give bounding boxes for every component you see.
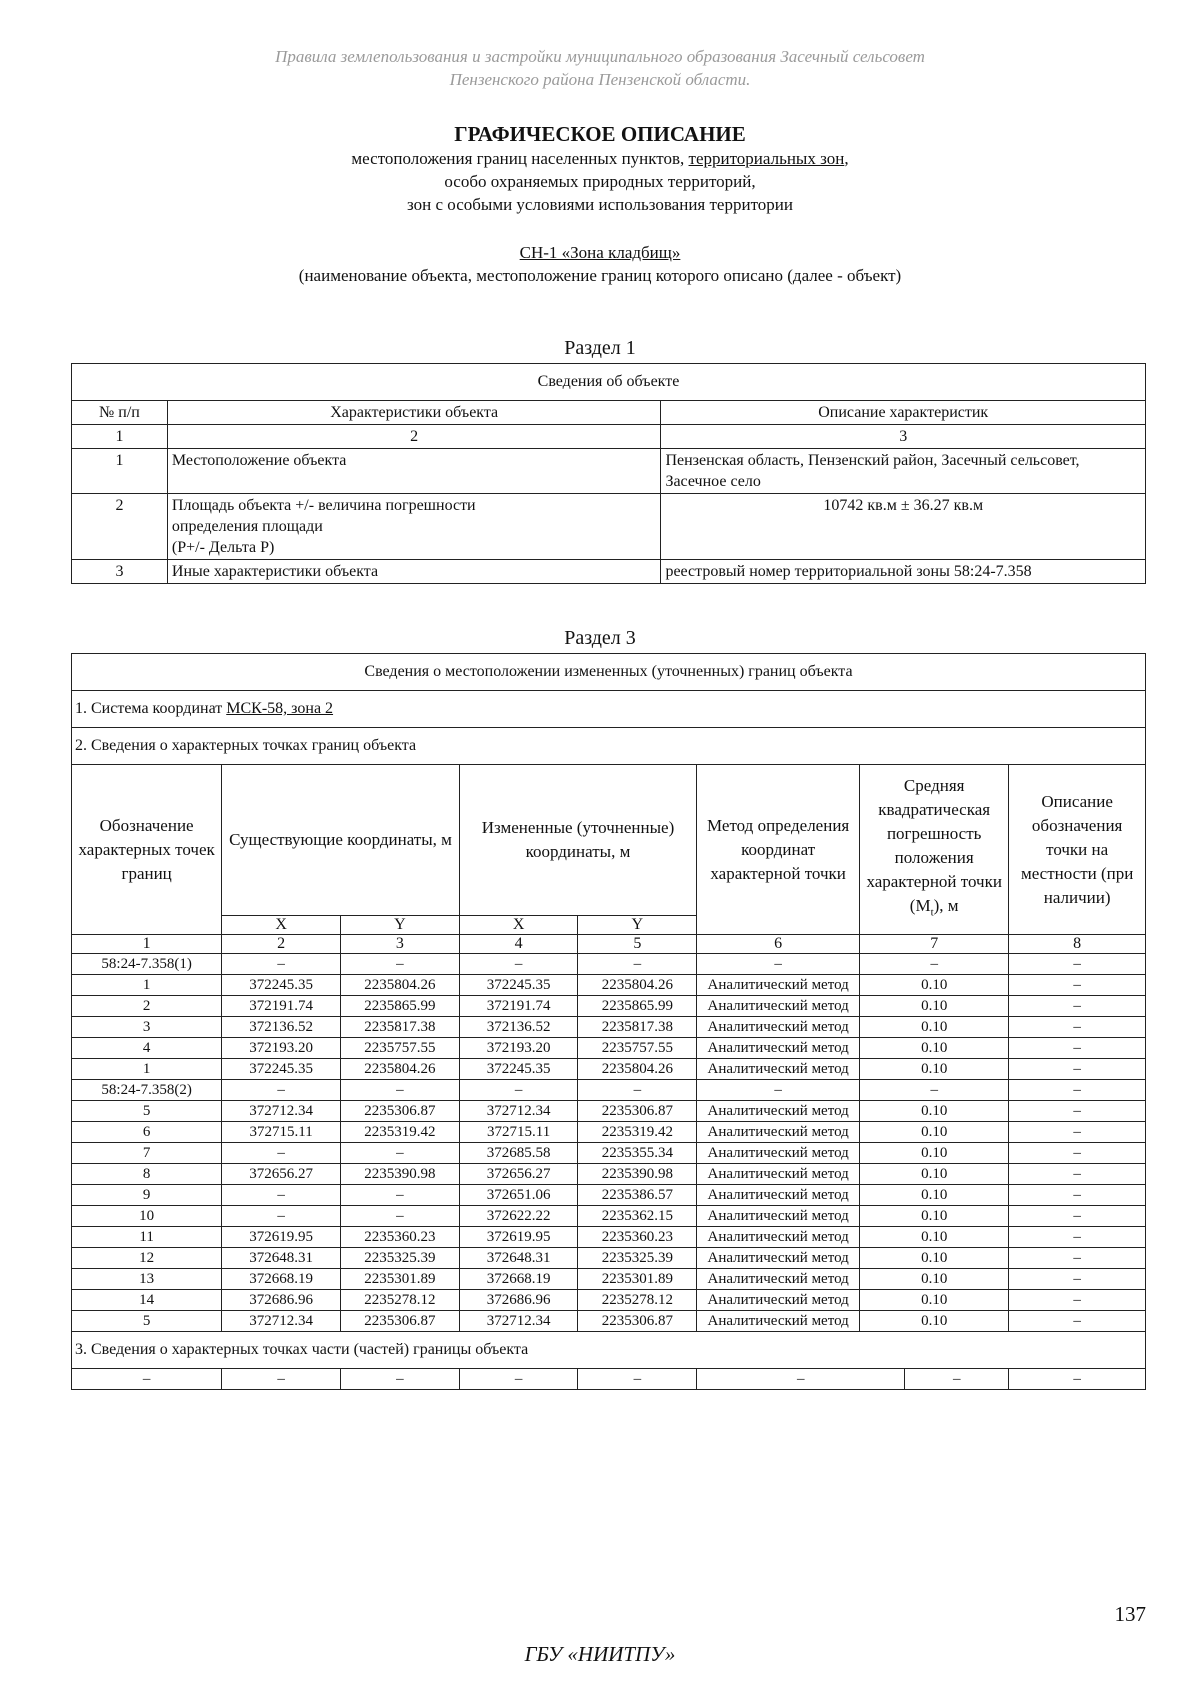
method: Аналитический метод <box>697 975 860 996</box>
table-row <box>72 1017 1146 1038</box>
error: – <box>860 954 1009 975</box>
section3-table-title: Сведения о местоположении измененных (уточненных) границ объекта <box>72 654 1146 691</box>
existing-y: 2235319.42 <box>341 1122 460 1143</box>
subtitle-line1: местоположения границ населенных пунктов, территориальных зон, <box>351 149 849 168</box>
point-id: 2 <box>72 996 222 1017</box>
changed-y: 2235360.23 <box>578 1227 697 1248</box>
method: Аналитический метод <box>697 1185 860 1206</box>
header-error: Средняя квадратическая погрешность положения характерной точки $(M_t)$, м <box>860 765 1009 935</box>
existing-y: 2235757.55 <box>341 1038 460 1059</box>
error: 0.10 <box>860 1290 1009 1311</box>
row-number: 1 <box>72 449 168 494</box>
description: – <box>1009 1185 1146 1206</box>
point-id: 3 <box>72 1017 222 1038</box>
existing-x: 372656.27 <box>222 1164 341 1185</box>
description: – <box>1009 1227 1146 1248</box>
header-existing: Существующие координаты, м <box>222 765 459 916</box>
changed-y: 2235355.34 <box>578 1143 697 1164</box>
changed-y: 2235804.26 <box>578 1059 697 1080</box>
changed-y: – <box>578 954 697 975</box>
table-row <box>72 494 1146 560</box>
existing-x: 372245.35 <box>222 1059 341 1080</box>
page-number: 137 <box>1114 1602 1146 1626</box>
changed-x: 372686.96 <box>459 1290 578 1311</box>
table-row <box>72 560 1146 584</box>
point-id: 58:24-7.358(2) <box>72 1080 222 1101</box>
changed-x: 372193.20 <box>459 1038 578 1059</box>
object-name: СН-1 «Зона кладбищ» <box>519 243 681 262</box>
existing-y: 2235804.26 <box>341 975 460 996</box>
changed-x: 372136.52 <box>459 1017 578 1038</box>
error: 0.10 <box>860 1248 1009 1269</box>
table-row <box>72 1206 1146 1227</box>
table-row <box>72 996 1146 1017</box>
col-number: 8 <box>1009 935 1146 954</box>
header-x: X <box>459 916 578 935</box>
description: – <box>1009 954 1146 975</box>
changed-y: 2235865.99 <box>578 996 697 1017</box>
description: – <box>1009 1311 1146 1332</box>
existing-y: 2235390.98 <box>341 1164 460 1185</box>
parts-cell: – <box>72 1369 222 1390</box>
parts-cell: – <box>697 1369 905 1390</box>
col-number: 1 <box>72 425 168 449</box>
section3-table <box>71 653 1146 1390</box>
point-id: 12 <box>72 1248 222 1269</box>
section1-table <box>71 363 1146 584</box>
changed-x: – <box>459 1080 578 1101</box>
changed-x: 372191.74 <box>459 996 578 1017</box>
section1-title: Раздел 1 <box>564 337 636 359</box>
changed-x: 372656.27 <box>459 1164 578 1185</box>
header-method: Метод определения координат характерной точки <box>697 765 860 935</box>
object-caption: (наименование объекта, местоположение границ которого описано (далее - объект) <box>298 266 902 285</box>
col-number: 1 <box>72 935 222 954</box>
table-row <box>72 975 1146 996</box>
changed-x: 372648.31 <box>459 1248 578 1269</box>
header-y: Y <box>341 916 460 935</box>
method: Аналитический метод <box>697 1101 860 1122</box>
header-description: Описание характеристик <box>661 401 1146 425</box>
existing-y: 2235325.39 <box>341 1248 460 1269</box>
error: 0.10 <box>860 975 1009 996</box>
description: – <box>1009 975 1146 996</box>
running-header-line2: Пензенского района Пензенской области. <box>449 70 751 89</box>
existing-x: – <box>222 1080 341 1101</box>
changed-y: 2235362.15 <box>578 1206 697 1227</box>
error: 0.10 <box>860 996 1009 1017</box>
point-id: 14 <box>72 1290 222 1311</box>
row-description: реестровый номер территориальной зоны 58:24-7.358 <box>661 560 1146 584</box>
description: – <box>1009 1059 1146 1080</box>
parts-cell: – <box>578 1369 697 1390</box>
description: – <box>1009 996 1146 1017</box>
error: 0.10 <box>860 1143 1009 1164</box>
method: Аналитический метод <box>697 1206 860 1227</box>
changed-x: 372715.11 <box>459 1122 578 1143</box>
existing-y: 2235306.87 <box>341 1101 460 1122</box>
row-characteristic: Иные характеристики объекта <box>167 560 661 584</box>
parts-cell: – <box>1009 1369 1146 1390</box>
changed-y: 2235306.87 <box>578 1101 697 1122</box>
existing-x: 372715.11 <box>222 1122 341 1143</box>
error: 0.10 <box>860 1122 1009 1143</box>
table-row <box>72 1269 1146 1290</box>
changed-y: 2235301.89 <box>578 1269 697 1290</box>
method: Аналитический метод <box>697 1269 860 1290</box>
changed-x: 372619.95 <box>459 1227 578 1248</box>
section3-title: Раздел 3 <box>564 627 636 649</box>
method: Аналитический метод <box>697 1059 860 1080</box>
header-description: Описание обозначения точки на местности (при наличии) <box>1009 765 1146 935</box>
table-row <box>72 1185 1146 1206</box>
description: – <box>1009 1122 1146 1143</box>
changed-x: – <box>459 954 578 975</box>
changed-x: 372622.22 <box>459 1206 578 1227</box>
existing-y: – <box>341 1185 460 1206</box>
col-number: 4 <box>459 935 578 954</box>
parts-title: 3. Сведения о характерных точках части (частей) границы объекта <box>72 1332 1146 1369</box>
point-id: 13 <box>72 1269 222 1290</box>
changed-y: – <box>578 1080 697 1101</box>
header-x: X <box>222 916 341 935</box>
point-id: 8 <box>72 1164 222 1185</box>
coord-system: 1. Система координат МСК-58, зона 2 <box>72 691 1146 728</box>
point-id: 11 <box>72 1227 222 1248</box>
running-header-line1: Правила землепользования и застройки муниципального образования Засечный сельсовет <box>275 47 925 66</box>
changed-y: 2235390.98 <box>578 1164 697 1185</box>
existing-x: 372648.31 <box>222 1248 341 1269</box>
point-id: 6 <box>72 1122 222 1143</box>
error: 0.10 <box>860 1059 1009 1080</box>
description: – <box>1009 1164 1146 1185</box>
description: – <box>1009 1101 1146 1122</box>
method: Аналитический метод <box>697 1248 860 1269</box>
header-designation: Обозначение характерных точек границ <box>72 765 222 935</box>
subtitle-line2: особо охраняемых природных территорий, <box>444 172 756 191</box>
existing-y: – <box>341 1206 460 1227</box>
table-row <box>72 1311 1146 1332</box>
method: Аналитический метод <box>697 1311 860 1332</box>
point-id: 1 <box>72 1059 222 1080</box>
description: – <box>1009 1269 1146 1290</box>
existing-x: 372245.35 <box>222 975 341 996</box>
existing-y: 2235306.87 <box>341 1311 460 1332</box>
error: – <box>860 1080 1009 1101</box>
existing-y: – <box>341 954 460 975</box>
method: Аналитический метод <box>697 1122 860 1143</box>
point-id: 5 <box>72 1311 222 1332</box>
changed-x: 372668.19 <box>459 1269 578 1290</box>
subtitle-line3: зон с особыми условиями использования территории <box>407 195 793 214</box>
changed-x: 372651.06 <box>459 1185 578 1206</box>
points-title: 2. Сведения о характерных точках границ объекта <box>72 728 1146 765</box>
changed-x: 372245.35 <box>459 975 578 996</box>
changed-x: 372712.34 <box>459 1311 578 1332</box>
table-row <box>72 1038 1146 1059</box>
changed-y: 2235325.39 <box>578 1248 697 1269</box>
col-number: 2 <box>167 425 661 449</box>
method: Аналитический метод <box>697 1164 860 1185</box>
table-row <box>72 1143 1146 1164</box>
point-id: 4 <box>72 1038 222 1059</box>
error: 0.10 <box>860 1269 1009 1290</box>
existing-y: – <box>341 1143 460 1164</box>
point-id: 5 <box>72 1101 222 1122</box>
row-characteristic: Площадь объекта +/- величина погрешности определения площади (P+/- Дельта P) <box>167 494 661 560</box>
changed-y: 2235817.38 <box>578 1017 697 1038</box>
parts-cell: – <box>222 1369 341 1390</box>
table-row <box>72 1080 1146 1101</box>
changed-y: 2235306.87 <box>578 1311 697 1332</box>
changed-y: 2235278.12 <box>578 1290 697 1311</box>
description: – <box>1009 1080 1146 1101</box>
existing-x: – <box>222 954 341 975</box>
row-characteristic: Местоположение объекта <box>167 449 661 494</box>
existing-x: – <box>222 1206 341 1227</box>
table-row <box>72 954 1146 975</box>
description: – <box>1009 1143 1146 1164</box>
method: Аналитический метод <box>697 996 860 1017</box>
error: 0.10 <box>860 1206 1009 1227</box>
description: – <box>1009 1038 1146 1059</box>
table-row <box>72 449 1146 494</box>
parts-cell: – <box>459 1369 578 1390</box>
changed-y: 2235386.57 <box>578 1185 697 1206</box>
existing-y: 2235865.99 <box>341 996 460 1017</box>
description: – <box>1009 1248 1146 1269</box>
header-characteristics: Характеристики объекта <box>167 401 661 425</box>
existing-y: – <box>341 1080 460 1101</box>
col-number: 3 <box>661 425 1146 449</box>
header-y: Y <box>578 916 697 935</box>
page-title: ГРАФИЧЕСКОЕ ОПИСАНИЕ <box>454 122 746 146</box>
method: Аналитический метод <box>697 1227 860 1248</box>
table-row <box>72 1290 1146 1311</box>
method: Аналитический метод <box>697 1143 860 1164</box>
point-id: 10 <box>72 1206 222 1227</box>
existing-x: 372619.95 <box>222 1227 341 1248</box>
col-number: 7 <box>860 935 1009 954</box>
changed-y: 2235757.55 <box>578 1038 697 1059</box>
existing-x: – <box>222 1143 341 1164</box>
changed-x: 372712.34 <box>459 1101 578 1122</box>
error: 0.10 <box>860 1185 1009 1206</box>
description: – <box>1009 1290 1146 1311</box>
description: – <box>1009 1017 1146 1038</box>
changed-y: 2235804.26 <box>578 975 697 996</box>
header-number: № п/п <box>72 401 168 425</box>
existing-y: 2235817.38 <box>341 1017 460 1038</box>
error: 0.10 <box>860 1101 1009 1122</box>
table-row <box>72 1059 1146 1080</box>
table-row <box>72 1164 1146 1185</box>
existing-y: 2235804.26 <box>341 1059 460 1080</box>
section1-table-title: Сведения об объекте <box>72 364 1146 401</box>
row-number: 2 <box>72 494 168 560</box>
existing-x: 372668.19 <box>222 1269 341 1290</box>
point-id: 9 <box>72 1185 222 1206</box>
existing-x: 372712.34 <box>222 1311 341 1332</box>
parts-cell: – <box>905 1369 1009 1390</box>
row-number: 3 <box>72 560 168 584</box>
error: 0.10 <box>860 1017 1009 1038</box>
method: Аналитический метод <box>697 1017 860 1038</box>
table-row <box>72 1101 1146 1122</box>
error: 0.10 <box>860 1227 1009 1248</box>
changed-x: 372685.58 <box>459 1143 578 1164</box>
col-number: 6 <box>697 935 860 954</box>
error: 0.10 <box>860 1311 1009 1332</box>
error: 0.10 <box>860 1038 1009 1059</box>
method: – <box>697 954 860 975</box>
error: 0.10 <box>860 1164 1009 1185</box>
header-changed: Измененные (уточненные) координаты, м <box>459 765 696 916</box>
col-number: 5 <box>578 935 697 954</box>
existing-x: – <box>222 1185 341 1206</box>
point-id: 7 <box>72 1143 222 1164</box>
existing-y: 2235360.23 <box>341 1227 460 1248</box>
method: Аналитический метод <box>697 1038 860 1059</box>
description: – <box>1009 1206 1146 1227</box>
existing-x: 372193.20 <box>222 1038 341 1059</box>
table-row <box>72 1122 1146 1143</box>
point-id: 58:24-7.358(1) <box>72 954 222 975</box>
changed-y: 2235319.42 <box>578 1122 697 1143</box>
changed-x: 372245.35 <box>459 1059 578 1080</box>
existing-y: 2235301.89 <box>341 1269 460 1290</box>
table-row <box>72 1248 1146 1269</box>
existing-x: 372686.96 <box>222 1290 341 1311</box>
table-row <box>72 1227 1146 1248</box>
col-number: 2 <box>222 935 341 954</box>
row-description: 10742 кв.м ± 36.27 кв.м <box>661 494 1146 560</box>
existing-x: 372191.74 <box>222 996 341 1017</box>
method: Аналитический метод <box>697 1290 860 1311</box>
method: – <box>697 1080 860 1101</box>
existing-x: 372712.34 <box>222 1101 341 1122</box>
existing-y: 2235278.12 <box>341 1290 460 1311</box>
footer: ГБУ «НИИТПУ» <box>524 1642 676 1666</box>
row-description: Пензенская область, Пензенский район, Засечный сельсовет, Засечное село <box>661 449 1146 494</box>
existing-x: 372136.52 <box>222 1017 341 1038</box>
col-number: 3 <box>341 935 460 954</box>
point-id: 1 <box>72 975 222 996</box>
parts-cell: – <box>341 1369 460 1390</box>
